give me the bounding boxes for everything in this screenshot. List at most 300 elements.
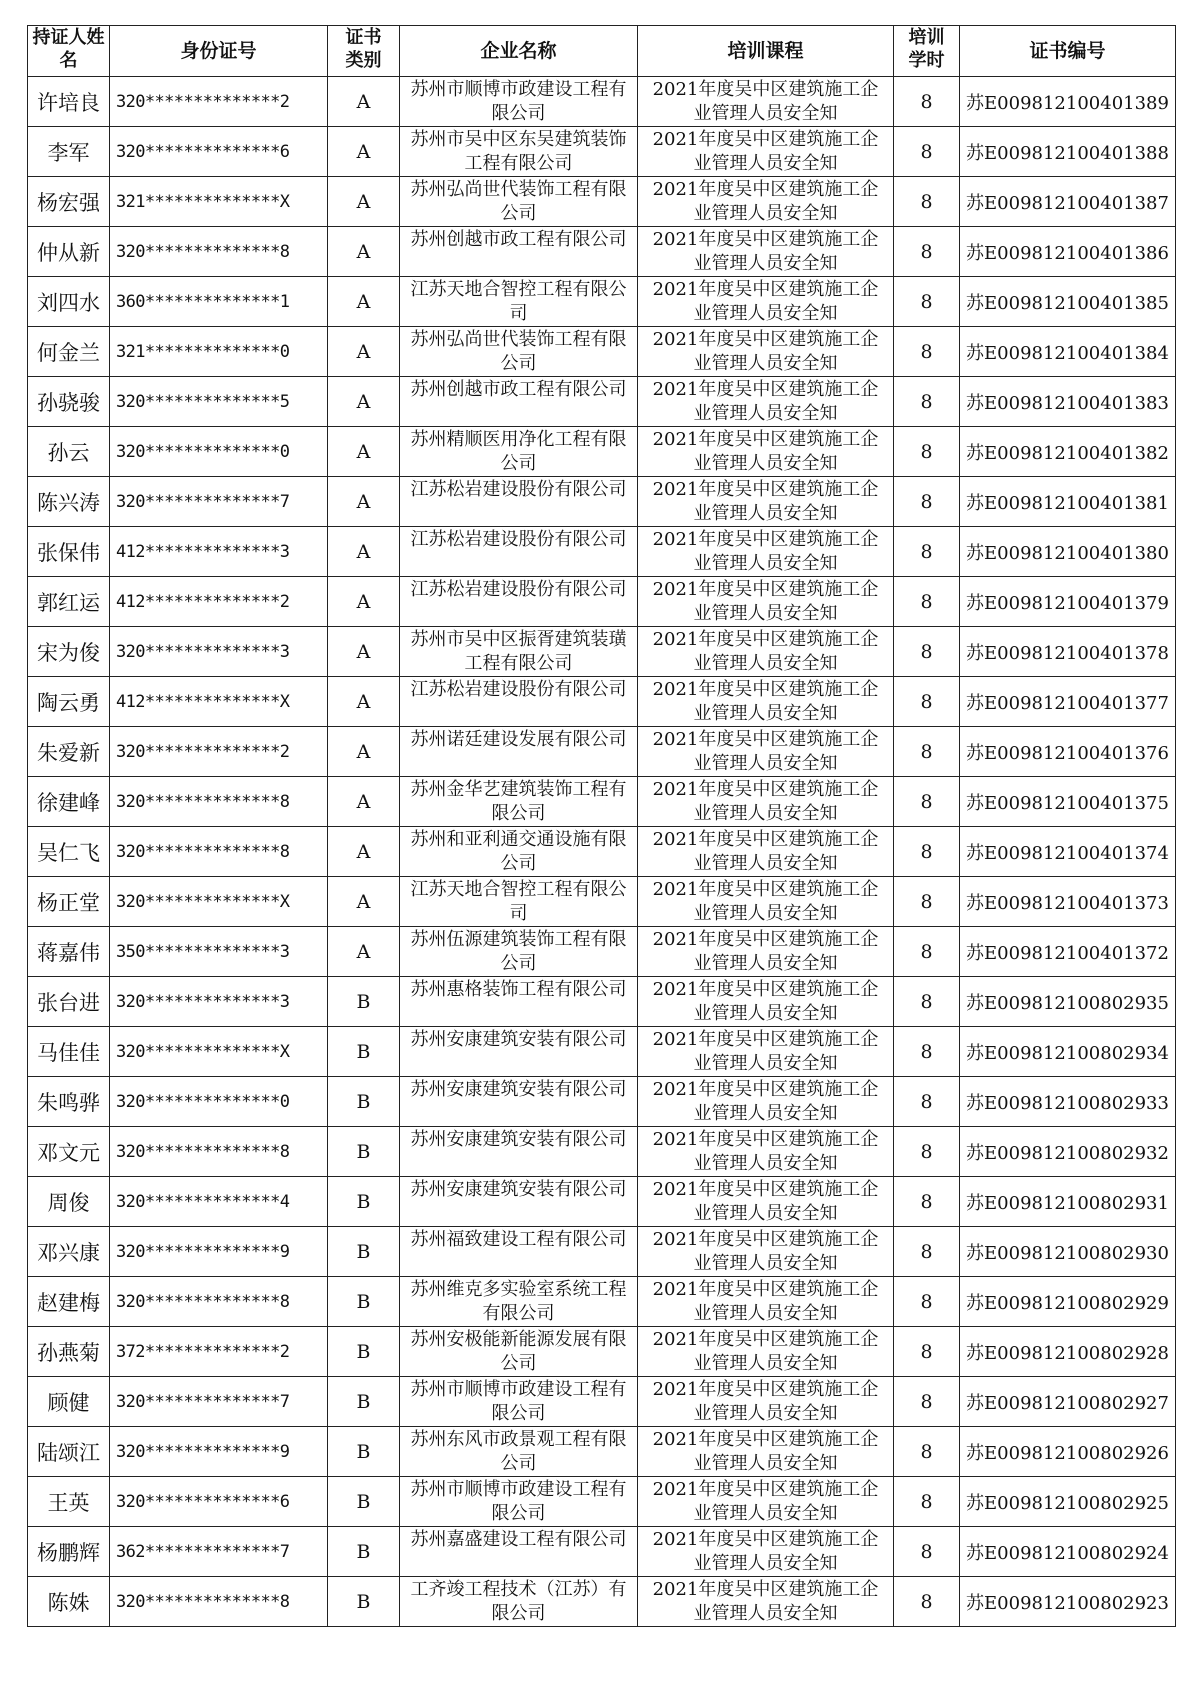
holder-name-cell: 吴仁飞: [28, 827, 110, 877]
id-number-cell: 320**************X: [110, 1027, 328, 1077]
company-cell: [400, 427, 638, 477]
holder-name-cell: 王英: [28, 1477, 110, 1527]
company-cell-text: 苏州诺廷建设发展有限公司: [410, 728, 627, 750]
cert-number-cell: 苏E009812100401376: [960, 727, 1176, 777]
cert-type-cell: A: [328, 677, 400, 727]
id-number-cell: 320**************7: [110, 1377, 328, 1427]
hours-cell: 8: [894, 227, 960, 277]
company-cell: [400, 1077, 638, 1127]
course-cell: [638, 727, 894, 777]
table-row: [28, 877, 1176, 927]
hours-cell: 8: [894, 1177, 960, 1227]
hours-cell: 8: [894, 1027, 960, 1077]
holder-name-cell: 仲从新: [28, 227, 110, 277]
cert-number-cell: 苏E009812100802931: [960, 1177, 1176, 1227]
course-cell-text: 2021年度吴中区建筑施工企业管理人员安全知: [652, 278, 879, 324]
holder-name-cell: 何金兰: [28, 327, 110, 377]
company-cell-text: 苏州弘尚世代装饰工程有限公司: [410, 178, 627, 224]
table-row: [28, 377, 1176, 427]
course-cell: [638, 177, 894, 227]
company-cell-text: 苏州市吴中区东吴建筑装饰工程有限公司: [410, 128, 627, 174]
hours-cell: 8: [894, 577, 960, 627]
header-hours: [894, 26, 960, 77]
header-row: [28, 26, 1176, 77]
table-body: [28, 77, 1176, 1627]
company-cell: [400, 1427, 638, 1477]
holder-name-cell: 李军: [28, 127, 110, 177]
course-cell-text: 2021年度吴中区建筑施工企业管理人员安全知: [652, 328, 879, 374]
header-company: 企业名称: [400, 26, 638, 77]
course-cell-text: 2021年度吴中区建筑施工企业管理人员安全知: [652, 778, 879, 824]
table-row: [28, 1577, 1176, 1627]
course-cell-text: 2021年度吴中区建筑施工企业管理人员安全知: [652, 628, 879, 674]
hours-cell: 8: [894, 1527, 960, 1577]
cert-number-cell: 苏E009812100802923: [960, 1577, 1176, 1627]
cert-number-cell: 苏E009812100401383: [960, 377, 1176, 427]
hours-cell: 8: [894, 977, 960, 1027]
header-holder-name-text: 持证人姓名: [32, 27, 105, 71]
table-row: [28, 727, 1176, 777]
table-row: [28, 1377, 1176, 1427]
holder-name-cell: 陈姝: [28, 1577, 110, 1627]
cert-type-cell: A: [328, 177, 400, 227]
cert-type-cell: B: [328, 1027, 400, 1077]
table-row: [28, 1027, 1176, 1077]
hours-cell: 8: [894, 1477, 960, 1527]
company-cell: [400, 127, 638, 177]
id-number-cell: 360**************1: [110, 277, 328, 327]
holder-name-cell: 张保伟: [28, 527, 110, 577]
header-id-number: 身份证号: [110, 26, 328, 77]
holder-name-cell: 孙燕菊: [28, 1327, 110, 1377]
holder-name-cell: 陈兴涛: [28, 477, 110, 527]
holder-name-cell: 马佳佳: [28, 1027, 110, 1077]
id-number-cell: 321**************0: [110, 327, 328, 377]
company-cell: [400, 227, 638, 277]
id-number-cell: 372**************2: [110, 1327, 328, 1377]
hours-cell: 8: [894, 477, 960, 527]
id-number-cell: 320**************8: [110, 827, 328, 877]
cert-type-cell: B: [328, 1227, 400, 1277]
company-cell-text: 苏州安极能新能源发展有限公司: [410, 1328, 627, 1374]
course-cell: [638, 1327, 894, 1377]
course-cell-text: 2021年度吴中区建筑施工企业管理人员安全知: [652, 378, 879, 424]
table-row: [28, 1127, 1176, 1177]
company-cell-text: 苏州维克多实验室系统工程有限公司: [410, 1278, 627, 1324]
table-row: [28, 627, 1176, 677]
hours-cell: 8: [894, 527, 960, 577]
cert-number-cell: 苏E009812100401386: [960, 227, 1176, 277]
header-course: 培训课程: [638, 26, 894, 77]
course-cell: [638, 1527, 894, 1577]
hours-cell: 8: [894, 1077, 960, 1127]
company-cell-text: 江苏松岩建设股份有限公司: [410, 478, 627, 500]
cert-type-cell: A: [328, 727, 400, 777]
hours-cell: 8: [894, 677, 960, 727]
course-cell: [638, 377, 894, 427]
table-row: [28, 527, 1176, 577]
cert-type-cell: B: [328, 1477, 400, 1527]
company-cell: [400, 777, 638, 827]
cert-number-cell: 苏E009812100802926: [960, 1427, 1176, 1477]
company-cell-text: 苏州福致建设工程有限公司: [410, 1228, 627, 1250]
table-row: [28, 1477, 1176, 1527]
id-number-cell: 321**************X: [110, 177, 328, 227]
course-cell-text: 2021年度吴中区建筑施工企业管理人员安全知: [652, 1328, 879, 1374]
course-cell: [638, 427, 894, 477]
course-cell-text: 2021年度吴中区建筑施工企业管理人员安全知: [652, 878, 879, 924]
company-cell-text: 苏州惠格装饰工程有限公司: [410, 978, 627, 1000]
course-cell-text: 2021年度吴中区建筑施工企业管理人员安全知: [652, 1178, 879, 1224]
cert-type-cell: B: [328, 1327, 400, 1377]
course-cell-text: 2021年度吴中区建筑施工企业管理人员安全知: [652, 1078, 879, 1124]
course-cell: [638, 1427, 894, 1477]
course-cell: [638, 477, 894, 527]
hours-cell: 8: [894, 627, 960, 677]
company-cell-text: 苏州市顺博市政建设工程有限公司: [410, 1378, 627, 1424]
cert-type-cell: A: [328, 427, 400, 477]
id-number-cell: 320**************5: [110, 377, 328, 427]
holder-name-cell: 宋为俊: [28, 627, 110, 677]
cert-type-cell: B: [328, 1377, 400, 1427]
company-cell-text: 江苏松岩建设股份有限公司: [410, 528, 627, 550]
cert-type-cell: A: [328, 577, 400, 627]
company-cell-text: 苏州市顺博市政建设工程有限公司: [410, 78, 627, 124]
table-row: [28, 777, 1176, 827]
course-cell: [638, 1227, 894, 1277]
company-cell: [400, 477, 638, 527]
company-cell: [400, 1227, 638, 1277]
company-cell-text: 苏州安康建筑安装有限公司: [410, 1028, 627, 1050]
course-cell-text: 2021年度吴中区建筑施工企业管理人员安全知: [652, 78, 879, 124]
course-cell: [638, 827, 894, 877]
table-header: [28, 26, 1176, 77]
cert-type-cell: A: [328, 127, 400, 177]
holder-name-cell: 顾健: [28, 1377, 110, 1427]
hours-cell: 8: [894, 1327, 960, 1377]
company-cell: [400, 1377, 638, 1427]
id-number-cell: 320**************8: [110, 777, 328, 827]
course-cell: [638, 977, 894, 1027]
holder-name-cell: 朱爱新: [28, 727, 110, 777]
company-cell: [400, 1477, 638, 1527]
company-cell-text: 苏州创越市政工程有限公司: [410, 228, 627, 250]
hours-cell: 8: [894, 1277, 960, 1327]
id-number-cell: 320**************9: [110, 1227, 328, 1277]
table-row: [28, 1277, 1176, 1327]
course-cell: [638, 777, 894, 827]
table-row: [28, 977, 1176, 1027]
holder-name-cell: 邓文元: [28, 1127, 110, 1177]
holder-name-cell: 杨宏强: [28, 177, 110, 227]
cert-number-cell: 苏E009812100802924: [960, 1527, 1176, 1577]
cert-number-cell: 苏E009812100401387: [960, 177, 1176, 227]
course-cell-text: 2021年度吴中区建筑施工企业管理人员安全知: [652, 478, 879, 524]
cert-type-cell: B: [328, 1577, 400, 1627]
company-cell: [400, 1577, 638, 1627]
id-number-cell: 350**************3: [110, 927, 328, 977]
cert-type-cell: B: [328, 1177, 400, 1227]
company-cell-text: 江苏松岩建设股份有限公司: [410, 678, 627, 700]
holder-name-cell: 周俊: [28, 1177, 110, 1227]
table-row: [28, 1227, 1176, 1277]
course-cell: [638, 877, 894, 927]
company-cell: [400, 1127, 638, 1177]
id-number-cell: 362**************7: [110, 1527, 328, 1577]
cert-type-cell: B: [328, 1527, 400, 1577]
course-cell-text: 2021年度吴中区建筑施工企业管理人员安全知: [652, 1128, 879, 1174]
cert-number-cell: 苏E009812100802927: [960, 1377, 1176, 1427]
hours-cell: 8: [894, 427, 960, 477]
cert-number-cell: 苏E009812100401382: [960, 427, 1176, 477]
hours-cell: 8: [894, 277, 960, 327]
company-cell-text: 苏州创越市政工程有限公司: [410, 378, 627, 400]
company-cell-text: 苏州精顺医用净化工程有限公司: [410, 428, 627, 474]
cert-number-cell: 苏E009812100401374: [960, 827, 1176, 877]
holder-name-cell: 孙骁骏: [28, 377, 110, 427]
certificate-table: [27, 25, 1176, 1627]
course-cell-text: 2021年度吴中区建筑施工企业管理人员安全知: [652, 928, 879, 974]
header-cert-number: 证书编号: [960, 26, 1176, 77]
table-row: [28, 1427, 1176, 1477]
cert-number-cell: 苏E009812100802929: [960, 1277, 1176, 1327]
course-cell: [638, 527, 894, 577]
course-cell: [638, 627, 894, 677]
company-cell-text: 苏州和亚利通交通设施有限公司: [410, 828, 627, 874]
cert-type-cell: A: [328, 327, 400, 377]
holder-name-cell: 朱鸣骅: [28, 1077, 110, 1127]
course-cell-text: 2021年度吴中区建筑施工企业管理人员安全知: [652, 1278, 879, 1324]
course-cell-text: 2021年度吴中区建筑施工企业管理人员安全知: [652, 578, 879, 624]
holder-name-cell: 郭红运: [28, 577, 110, 627]
cert-number-cell: 苏E009812100802933: [960, 1077, 1176, 1127]
course-cell: [638, 1177, 894, 1227]
hours-cell: 8: [894, 1377, 960, 1427]
company-cell: [400, 627, 638, 677]
course-cell: [638, 327, 894, 377]
holder-name-cell: 杨正堂: [28, 877, 110, 927]
cert-type-cell: A: [328, 927, 400, 977]
holder-name-cell: 刘四水: [28, 277, 110, 327]
company-cell: [400, 1277, 638, 1327]
course-cell-text: 2021年度吴中区建筑施工企业管理人员安全知: [652, 678, 879, 724]
company-cell-text: 江苏天地合智控工程有限公司: [410, 278, 627, 324]
id-number-cell: 320**************3: [110, 627, 328, 677]
company-cell: [400, 327, 638, 377]
company-cell-text: 苏州伍源建筑装饰工程有限公司: [410, 928, 627, 974]
course-cell-text: 2021年度吴中区建筑施工企业管理人员安全知: [652, 1478, 879, 1524]
holder-name-cell: 许培良: [28, 77, 110, 127]
cert-type-cell: A: [328, 877, 400, 927]
table-row: [28, 1077, 1176, 1127]
company-cell-text: 苏州嘉盛建设工程有限公司: [410, 1528, 627, 1550]
holder-name-cell: 孙云: [28, 427, 110, 477]
company-cell-text: 江苏天地合智控工程有限公司: [410, 878, 627, 924]
id-number-cell: 320**************3: [110, 977, 328, 1027]
course-cell-text: 2021年度吴中区建筑施工企业管理人员安全知: [652, 1578, 879, 1624]
company-cell: [400, 827, 638, 877]
id-number-cell: 320**************0: [110, 427, 328, 477]
company-cell: [400, 77, 638, 127]
cert-number-cell: 苏E009812100401388: [960, 127, 1176, 177]
table-row: [28, 77, 1176, 127]
hours-cell: 8: [894, 777, 960, 827]
cert-number-cell: 苏E009812100802928: [960, 1327, 1176, 1377]
id-number-cell: 320**************8: [110, 1127, 328, 1177]
table-row: [28, 477, 1176, 527]
company-cell: [400, 377, 638, 427]
company-cell: [400, 877, 638, 927]
company-cell: [400, 1177, 638, 1227]
company-cell: [400, 177, 638, 227]
holder-name-cell: 徐建峰: [28, 777, 110, 827]
cert-number-cell: 苏E009812100401373: [960, 877, 1176, 927]
company-cell: [400, 727, 638, 777]
course-cell: [638, 1477, 894, 1527]
cert-number-cell: 苏E009812100401389: [960, 77, 1176, 127]
course-cell-text: 2021年度吴中区建筑施工企业管理人员安全知: [652, 528, 879, 574]
cert-type-cell: A: [328, 227, 400, 277]
hours-cell: 8: [894, 827, 960, 877]
company-cell-text: 苏州市吴中区振胥建筑装璜工程有限公司: [410, 628, 627, 674]
holder-name-cell: 张台进: [28, 977, 110, 1027]
cert-number-cell: 苏E009812100401381: [960, 477, 1176, 527]
hours-cell: 8: [894, 727, 960, 777]
company-cell: [400, 1327, 638, 1377]
id-number-cell: 320**************7: [110, 477, 328, 527]
header-cert-type: [328, 26, 400, 77]
id-number-cell: 320**************9: [110, 1427, 328, 1477]
cert-number-cell: 苏E009812100401372: [960, 927, 1176, 977]
hours-cell: 8: [894, 127, 960, 177]
course-cell: [638, 1077, 894, 1127]
id-number-cell: 320**************2: [110, 77, 328, 127]
cert-type-cell: B: [328, 1277, 400, 1327]
course-cell: [638, 1277, 894, 1327]
table-row: [28, 1327, 1176, 1377]
course-cell-text: 2021年度吴中区建筑施工企业管理人员安全知: [652, 128, 879, 174]
hours-cell: 8: [894, 927, 960, 977]
cert-type-cell: B: [328, 1127, 400, 1177]
cert-number-cell: 苏E009812100401385: [960, 277, 1176, 327]
cert-number-cell: 苏E009812100401379: [960, 577, 1176, 627]
course-cell-text: 2021年度吴中区建筑施工企业管理人员安全知: [652, 228, 879, 274]
course-cell-text: 2021年度吴中区建筑施工企业管理人员安全知: [652, 728, 879, 774]
company-cell: [400, 527, 638, 577]
cert-number-cell: 苏E009812100802935: [960, 977, 1176, 1027]
course-cell: [638, 127, 894, 177]
id-number-cell: 320**************X: [110, 877, 328, 927]
table-row: [28, 1527, 1176, 1577]
course-cell-text: 2021年度吴中区建筑施工企业管理人员安全知: [652, 428, 879, 474]
company-cell: [400, 677, 638, 727]
cert-type-cell: B: [328, 1427, 400, 1477]
table-row: [28, 577, 1176, 627]
table-row: [28, 927, 1176, 977]
hours-cell: 8: [894, 1227, 960, 1277]
cert-type-cell: A: [328, 277, 400, 327]
table-row: [28, 827, 1176, 877]
id-number-cell: 320**************4: [110, 1177, 328, 1227]
header-cert-type-text: 证书类别: [345, 27, 382, 71]
course-cell-text: 2021年度吴中区建筑施工企业管理人员安全知: [652, 1228, 879, 1274]
course-cell: [638, 1377, 894, 1427]
course-cell: [638, 227, 894, 277]
company-cell-text: 苏州市顺博市政建设工程有限公司: [410, 1478, 627, 1524]
cert-type-cell: B: [328, 977, 400, 1027]
hours-cell: 8: [894, 1427, 960, 1477]
hours-cell: 8: [894, 327, 960, 377]
cert-number-cell: 苏E009812100802930: [960, 1227, 1176, 1277]
cert-number-cell: 苏E009812100401378: [960, 627, 1176, 677]
holder-name-cell: 赵建梅: [28, 1277, 110, 1327]
cert-type-cell: A: [328, 777, 400, 827]
cert-number-cell: 苏E009812100401380: [960, 527, 1176, 577]
company-cell-text: 苏州金华艺建筑装饰工程有限公司: [410, 778, 627, 824]
hours-cell: 8: [894, 1127, 960, 1177]
course-cell-text: 2021年度吴中区建筑施工企业管理人员安全知: [652, 1028, 879, 1074]
course-cell: [638, 577, 894, 627]
cert-type-cell: A: [328, 477, 400, 527]
hours-cell: 8: [894, 377, 960, 427]
cert-type-cell: A: [328, 527, 400, 577]
id-number-cell: 320**************2: [110, 727, 328, 777]
id-number-cell: 320**************6: [110, 1477, 328, 1527]
company-cell: [400, 277, 638, 327]
company-cell-text: 苏州安康建筑安装有限公司: [410, 1078, 627, 1100]
id-number-cell: 412**************3: [110, 527, 328, 577]
table-row: [28, 177, 1176, 227]
course-cell-text: 2021年度吴中区建筑施工企业管理人员安全知: [652, 1528, 879, 1574]
course-cell-text: 2021年度吴中区建筑施工企业管理人员安全知: [652, 828, 879, 874]
cert-type-cell: A: [328, 827, 400, 877]
cert-type-cell: A: [328, 77, 400, 127]
company-cell: [400, 577, 638, 627]
table-row: [28, 427, 1176, 477]
table-row: [28, 1177, 1176, 1227]
company-cell: [400, 1027, 638, 1077]
hours-cell: 8: [894, 77, 960, 127]
course-cell-text: 2021年度吴中区建筑施工企业管理人员安全知: [652, 1428, 879, 1474]
cert-number-cell: 苏E009812100802934: [960, 1027, 1176, 1077]
course-cell: [638, 1027, 894, 1077]
cert-type-cell: B: [328, 1077, 400, 1127]
course-cell: [638, 1577, 894, 1627]
cert-number-cell: 苏E009812100802925: [960, 1477, 1176, 1527]
header-holder-name: [28, 26, 110, 77]
cert-number-cell: 苏E009812100401377: [960, 677, 1176, 727]
cert-number-cell: 苏E009812100401384: [960, 327, 1176, 377]
company-cell-text: 苏州弘尚世代装饰工程有限公司: [410, 328, 627, 374]
course-cell-text: 2021年度吴中区建筑施工企业管理人员安全知: [652, 1378, 879, 1424]
cert-number-cell: 苏E009812100802932: [960, 1127, 1176, 1177]
holder-name-cell: 邓兴康: [28, 1227, 110, 1277]
id-number-cell: 320**************0: [110, 1077, 328, 1127]
course-cell-text: 2021年度吴中区建筑施工企业管理人员安全知: [652, 178, 879, 224]
table-row: [28, 677, 1176, 727]
course-cell: [638, 77, 894, 127]
cert-number-cell: 苏E009812100401375: [960, 777, 1176, 827]
id-number-cell: 412**************X: [110, 677, 328, 727]
company-cell: [400, 927, 638, 977]
company-cell-text: 苏州安康建筑安装有限公司: [410, 1128, 627, 1150]
course-cell: [638, 927, 894, 977]
table-row: [28, 127, 1176, 177]
cert-type-cell: A: [328, 377, 400, 427]
holder-name-cell: 陆颂江: [28, 1427, 110, 1477]
id-number-cell: 412**************2: [110, 577, 328, 627]
hours-cell: 8: [894, 1577, 960, 1627]
